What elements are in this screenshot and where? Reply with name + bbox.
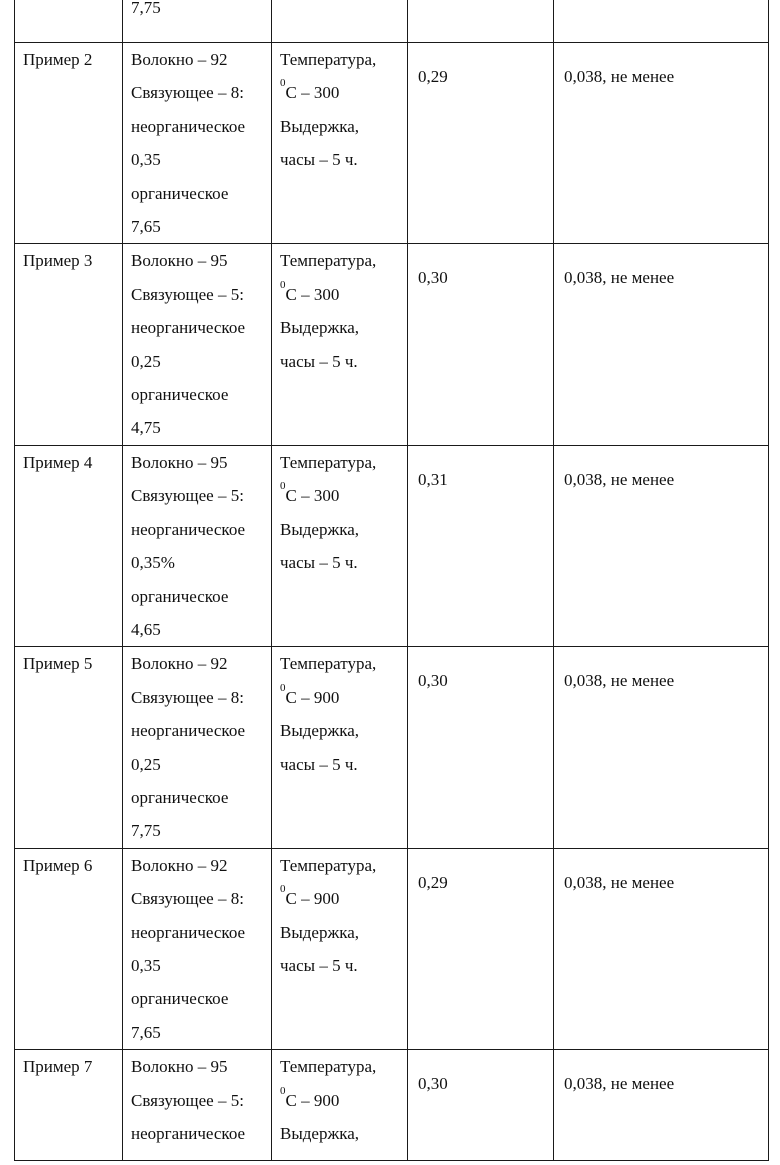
- composition-line: Волокно – 92: [131, 647, 271, 680]
- composition-line: Связующее – 8:: [131, 76, 271, 109]
- composition-line: 4,75: [131, 411, 271, 444]
- value-2: 0,038, не менее: [564, 866, 768, 899]
- table-cell: [408, 0, 554, 43]
- treatment-line: Выдержка,: [280, 714, 407, 747]
- table-row: [15, 647, 769, 848]
- treatment-line: часы – 5 ч.: [280, 143, 407, 176]
- composition-line: 0,25: [131, 345, 271, 378]
- treatment-cell: [272, 647, 408, 848]
- value-1: 0,31: [418, 463, 553, 496]
- treatment-line: C – 300: [286, 486, 340, 505]
- value-1: 0,30: [418, 1067, 553, 1100]
- treatment-line: Выдержка,: [280, 311, 407, 344]
- example-label: Пример 6: [23, 849, 122, 882]
- example-cell: [15, 43, 123, 244]
- document-page: [0, 0, 780, 1165]
- treatment-line: Температура,: [280, 1050, 407, 1083]
- treatment-line: C – 900: [286, 688, 340, 707]
- treatment-cell: [272, 445, 408, 646]
- results-table: [14, 0, 769, 1161]
- table-row: [15, 43, 769, 244]
- composition-line: неорганическое: [131, 513, 271, 546]
- treatment-line: часы – 5 ч.: [280, 748, 407, 781]
- composition-line: 0,35%: [131, 546, 271, 579]
- treatment-line: C – 900: [286, 1091, 340, 1110]
- treatment-line: Выдержка,: [280, 1117, 407, 1150]
- value-cell: [408, 647, 554, 848]
- value-cell: [554, 43, 769, 244]
- composition-line: Волокно – 92: [131, 849, 271, 882]
- treatment-temperature: [280, 479, 407, 512]
- treatment-line: C – 300: [286, 285, 340, 304]
- example-cell: [15, 244, 123, 445]
- treatment-cell: [272, 848, 408, 1049]
- composition-line: неорганическое: [131, 311, 271, 344]
- composition-cell: [123, 1050, 272, 1161]
- example-label: Пример 4: [23, 446, 122, 479]
- value-2: 0,038, не менее: [564, 664, 768, 697]
- table-cell: [123, 0, 272, 43]
- value-2: 0,038, не менее: [564, 261, 768, 294]
- treatment-temperature: [280, 76, 407, 109]
- composition-line: Волокно – 95: [131, 244, 271, 277]
- degree-mark: 0: [280, 1085, 286, 1097]
- example-label: Пример 2: [23, 43, 122, 76]
- composition-line: Волокно – 95: [131, 446, 271, 479]
- example-cell: [15, 647, 123, 848]
- composition-line: 4,65: [131, 613, 271, 646]
- value-2: 0,038, не менее: [564, 1067, 768, 1100]
- composition-line: органическое: [131, 177, 271, 210]
- example-label: Пример 5: [23, 647, 122, 680]
- composition-line: 7,75: [131, 814, 271, 847]
- table-cell: [554, 0, 769, 43]
- value-cell: [554, 848, 769, 1049]
- composition-line: Связующее – 8:: [131, 882, 271, 915]
- value-cell: [554, 647, 769, 848]
- treatment-cell: [272, 1050, 408, 1161]
- treatment-temperature: [280, 882, 407, 915]
- composition-cell: [123, 848, 272, 1049]
- treatment-line: Температура,: [280, 244, 407, 277]
- treatment-line: часы – 5 ч.: [280, 345, 407, 378]
- value-cell: [554, 1050, 769, 1161]
- composition-line: 0,25: [131, 748, 271, 781]
- value-cell: [408, 1050, 554, 1161]
- composition-line: Связующее – 5:: [131, 479, 271, 512]
- composition-line: 7,65: [131, 210, 271, 243]
- composition-line: органическое: [131, 982, 271, 1015]
- treatment-temperature: [280, 1084, 407, 1117]
- degree-mark: 0: [280, 682, 286, 694]
- treatment-line: Выдержка,: [280, 110, 407, 143]
- treatment-line: Выдержка,: [280, 513, 407, 546]
- value-1: 0,29: [418, 866, 553, 899]
- degree-mark: 0: [280, 279, 286, 291]
- composition-line: Связующее – 8:: [131, 681, 271, 714]
- value-cell: [408, 43, 554, 244]
- composition-line: 7,65: [131, 1016, 271, 1049]
- treatment-line: C – 900: [286, 889, 340, 908]
- table-row: [15, 445, 769, 646]
- example-cell: [15, 445, 123, 646]
- treatment-line: Температура,: [280, 647, 407, 680]
- table-row: [15, 848, 769, 1049]
- composition-line: неорганическое: [131, 714, 271, 747]
- composition-cell: [123, 244, 272, 445]
- treatment-cell: [272, 43, 408, 244]
- composition-line: органическое: [131, 580, 271, 613]
- value-cell: [554, 445, 769, 646]
- treatment-temperature: [280, 278, 407, 311]
- value-1: 0,30: [418, 261, 553, 294]
- composition-line: органическое: [131, 781, 271, 814]
- treatment-cell: [272, 244, 408, 445]
- value-cell: [408, 848, 554, 1049]
- composition-line: органическое: [131, 378, 271, 411]
- value-cell: [554, 244, 769, 445]
- composition-line: Связующее – 5:: [131, 278, 271, 311]
- composition-line: неорганическое: [131, 110, 271, 143]
- degree-mark: 0: [280, 480, 286, 492]
- example-label: Пример 3: [23, 244, 122, 277]
- treatment-line: Температура,: [280, 446, 407, 479]
- composition-line: 0,35: [131, 143, 271, 176]
- value-1: 0,29: [418, 60, 553, 93]
- treatment-line: C – 300: [286, 83, 340, 102]
- composition-cell: [123, 43, 272, 244]
- composition-line: Волокно – 95: [131, 1050, 271, 1083]
- degree-mark: 0: [280, 883, 286, 895]
- value-1: 0,30: [418, 664, 553, 697]
- composition-line: 7,75: [131, 0, 271, 24]
- composition-line: Связующее – 5:: [131, 1084, 271, 1117]
- treatment-temperature: [280, 681, 407, 714]
- example-label: Пример 7: [23, 1050, 122, 1083]
- table-row: [15, 244, 769, 445]
- example-cell: [15, 1050, 123, 1161]
- value-cell: [408, 445, 554, 646]
- value-2: 0,038, не менее: [564, 60, 768, 93]
- example-cell: [15, 848, 123, 1049]
- treatment-line: Выдержка,: [280, 916, 407, 949]
- degree-mark: 0: [280, 77, 286, 89]
- treatment-line: часы – 5 ч.: [280, 949, 407, 982]
- treatment-line: часы – 5 ч.: [280, 546, 407, 579]
- value-cell: [408, 244, 554, 445]
- composition-cell: [123, 647, 272, 848]
- table-row: [15, 1050, 769, 1161]
- composition-line: неорганическое: [131, 1117, 271, 1150]
- composition-line: 0,35: [131, 949, 271, 982]
- composition-line: неорганическое: [131, 916, 271, 949]
- table-row-continuation: [15, 0, 769, 43]
- table-cell: [15, 0, 123, 43]
- composition-cell: [123, 445, 272, 646]
- treatment-line: Температура,: [280, 849, 407, 882]
- table-cell: [272, 0, 408, 43]
- treatment-line: Температура,: [280, 43, 407, 76]
- composition-line: Волокно – 92: [131, 43, 271, 76]
- value-2: 0,038, не менее: [564, 463, 768, 496]
